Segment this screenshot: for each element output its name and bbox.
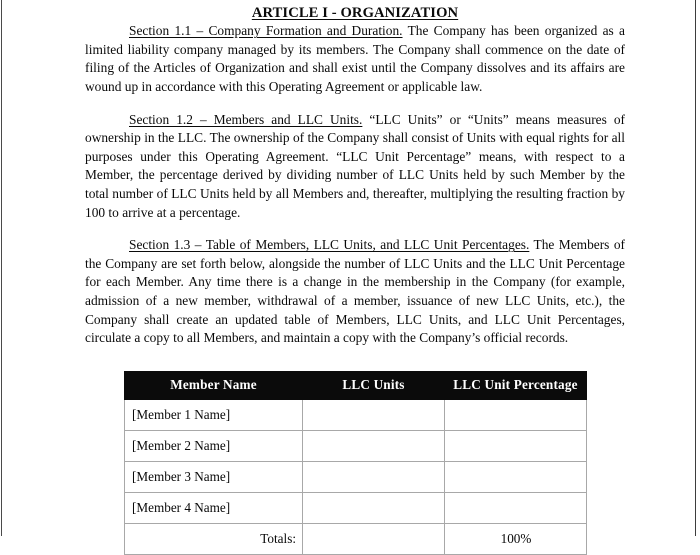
page-left-edge-artifact <box>1 0 2 536</box>
cell-llc-units[interactable] <box>303 462 445 493</box>
section-1-3-heading: Section 1.3 – Table of Members, LLC Units, and LLC Unit Percentages. <box>129 237 530 253</box>
column-header-llc-units: LLC Units <box>303 372 445 400</box>
cell-totals-label: Totals: <box>125 524 303 555</box>
section-1-2-paragraph <box>85 111 625 223</box>
table-row <box>125 400 587 431</box>
page-title <box>85 4 625 22</box>
section-1-2-heading: Section 1.2 – Members and LLC Units. <box>129 111 363 127</box>
section-1-1-heading: Section 1.1 – Company Formation and Duration. <box>129 23 403 39</box>
section-1-3-body: The Members of the Company are set forth below, alongside the number of LLC Units and the LLC Unit Percentage for each Member. Any time there is a change in the membership in the Company (for example, admission of a new member, withdrawal of a member, issuance of new LLC Units, etc.), the Company shall create an updated table of Members, LLC Units, and LLC Unit Percentages, circulate a copy to all Members, and maintain a copy with the Company’s official records. <box>85 237 625 346</box>
page-title-text: ARTICLE I - ORGANIZATION <box>251 5 459 21</box>
cell-llc-unit-percentage[interactable] <box>445 462 587 493</box>
cell-member-name[interactable]: [Member 3 Name] <box>125 462 303 493</box>
column-header-member-name: Member Name <box>125 372 303 400</box>
document-body <box>85 0 625 348</box>
section-1-1-paragraph <box>85 22 625 96</box>
cell-member-name[interactable]: [Member 1 Name] <box>125 400 303 431</box>
cell-member-name[interactable]: [Member 4 Name] <box>125 493 303 524</box>
section-1-2-body: “LLC Units” or “Units” means measures of ownership in the LLC. The ownership of the Company shall consist of Units with equal rights for all purposes under this Operating Agreement. “LLC Unit Percentage” means, with respect to a Member, the percentage derived by dividing number of LLC Units held by such Member by the total number of LLC Units held by all Members and, thereafter, multiplying the resulting fraction by 100 to arrive at a percentage. <box>85 111 626 220</box>
members-table-header <box>125 372 587 400</box>
cell-totals-llc-units[interactable] <box>303 524 445 555</box>
table-totals-row <box>125 524 587 555</box>
cell-llc-units[interactable] <box>303 493 445 524</box>
cell-llc-unit-percentage[interactable] <box>445 431 587 462</box>
table-row <box>125 462 587 493</box>
table-row <box>125 431 587 462</box>
cell-llc-units[interactable] <box>303 400 445 431</box>
members-table-container <box>124 371 586 555</box>
members-table-body <box>125 400 587 555</box>
column-header-llc-unit-percentage: LLC Unit Percentage <box>445 372 587 400</box>
cell-member-name[interactable]: [Member 2 Name] <box>125 431 303 462</box>
page-right-edge-artifact <box>695 0 696 536</box>
table-header-row <box>125 372 587 400</box>
cell-totals-llc-unit-percentage[interactable]: 100% <box>445 524 587 555</box>
members-table <box>124 371 587 555</box>
table-row <box>125 493 587 524</box>
cell-llc-unit-percentage[interactable] <box>445 493 587 524</box>
cell-llc-unit-percentage[interactable] <box>445 400 587 431</box>
cell-llc-units[interactable] <box>303 431 445 462</box>
section-1-3-paragraph <box>85 236 625 348</box>
section-1-1-body: The Company has been organized as a limited liability company managed by its members. The Company shall commence on the date of filing of the Articles of Organization and shall exist until the Company dissolves and its affairs are wound up in accordance with this Operating Agreement or applicable law. <box>85 23 625 95</box>
